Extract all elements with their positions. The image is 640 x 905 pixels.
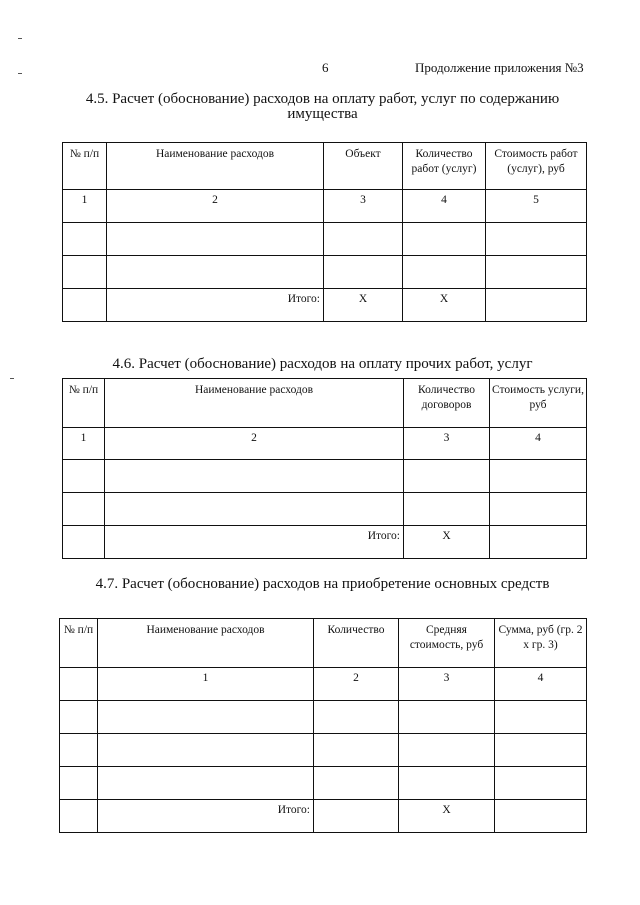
table-row bbox=[63, 223, 587, 256]
table-cell[interactable] bbox=[98, 767, 314, 800]
table-cell[interactable] bbox=[399, 767, 495, 800]
table-row bbox=[63, 493, 587, 526]
table-cell[interactable] bbox=[63, 256, 107, 289]
table-header-row bbox=[63, 143, 587, 190]
column-number-row bbox=[63, 428, 587, 460]
table-header-row bbox=[60, 619, 587, 668]
total-row bbox=[60, 800, 587, 833]
table-cell[interactable] bbox=[495, 734, 587, 767]
column-number-row bbox=[60, 668, 587, 701]
total-value[interactable] bbox=[486, 289, 587, 322]
column-header: Количество bbox=[314, 619, 399, 668]
column-number bbox=[60, 668, 98, 701]
table-4-6 bbox=[62, 378, 587, 559]
table-row bbox=[60, 734, 587, 767]
total-value: X bbox=[399, 800, 495, 833]
column-number: 3 bbox=[404, 428, 490, 460]
table-cell[interactable] bbox=[107, 256, 324, 289]
table-cell[interactable] bbox=[403, 256, 486, 289]
table-cell[interactable] bbox=[63, 460, 105, 493]
column-header: Наименование расходов bbox=[98, 619, 314, 668]
column-header: Средняя стоимость, руб bbox=[399, 619, 495, 668]
table-4-5 bbox=[62, 142, 587, 322]
table-row bbox=[60, 767, 587, 800]
table-cell[interactable] bbox=[98, 701, 314, 734]
column-header: Сумма, руб (гр. 2 х гр. 3) bbox=[495, 619, 587, 668]
table-cell[interactable] bbox=[404, 460, 490, 493]
table-cell[interactable] bbox=[399, 701, 495, 734]
page-number: 6 bbox=[322, 60, 329, 75]
section-4-5-title bbox=[60, 92, 585, 122]
table-cell[interactable] bbox=[495, 767, 587, 800]
table-cell[interactable] bbox=[314, 701, 399, 734]
column-number: 2 bbox=[105, 428, 404, 460]
table-cell[interactable] bbox=[63, 223, 107, 256]
column-header: Наименование расходов bbox=[105, 379, 404, 428]
total-label: Итого: bbox=[98, 800, 314, 833]
column-number: 1 bbox=[63, 190, 107, 223]
table-cell[interactable] bbox=[105, 493, 404, 526]
column-header: № п/п bbox=[63, 379, 105, 428]
table-cell[interactable] bbox=[404, 493, 490, 526]
table-cell bbox=[60, 800, 98, 833]
table-cell[interactable] bbox=[60, 767, 98, 800]
total-value: X bbox=[324, 289, 403, 322]
column-header: Объект bbox=[324, 143, 403, 190]
column-header: Количество договоров bbox=[404, 379, 490, 428]
table-cell bbox=[63, 289, 107, 322]
table-cell[interactable] bbox=[490, 460, 587, 493]
total-value bbox=[314, 800, 399, 833]
scan-mark bbox=[18, 73, 22, 74]
section-4-6-title: 4.6. Расчет (обоснование) расходов на оплату прочих работ, услуг bbox=[112, 356, 533, 372]
total-label: Итого: bbox=[107, 289, 324, 322]
table-cell[interactable] bbox=[60, 734, 98, 767]
total-row bbox=[63, 526, 587, 559]
total-value[interactable] bbox=[490, 526, 587, 559]
column-header: № п/п bbox=[60, 619, 98, 668]
table-cell[interactable] bbox=[314, 734, 399, 767]
table-row bbox=[63, 256, 587, 289]
column-number: 5 bbox=[486, 190, 587, 223]
table-cell[interactable] bbox=[314, 767, 399, 800]
column-number: 4 bbox=[403, 190, 486, 223]
column-number: 1 bbox=[63, 428, 105, 460]
total-value: X bbox=[404, 526, 490, 559]
total-value[interactable] bbox=[495, 800, 587, 833]
table-cell[interactable] bbox=[60, 701, 98, 734]
column-header: Наименование расходов bbox=[107, 143, 324, 190]
table-header-row bbox=[63, 379, 587, 428]
table-cell[interactable] bbox=[403, 223, 486, 256]
table-cell[interactable] bbox=[105, 460, 404, 493]
table-row bbox=[60, 701, 587, 734]
column-header: Количество работ (услуг) bbox=[403, 143, 486, 190]
scan-mark bbox=[18, 38, 22, 39]
column-number: 4 bbox=[490, 428, 587, 460]
section-4-5-title-line1: 4.5. Расчет (обоснование) расходов на оплату работ, услуг по содержанию bbox=[85, 91, 560, 107]
table-cell[interactable] bbox=[324, 223, 403, 256]
appendix-continuation: Продолжение приложения №3 bbox=[415, 60, 584, 75]
total-row bbox=[63, 289, 587, 322]
table-cell[interactable] bbox=[486, 256, 587, 289]
column-number: 2 bbox=[314, 668, 399, 701]
section-4-5-title-line2: имущества bbox=[287, 106, 358, 122]
column-header: Стоимость услуги, руб bbox=[490, 379, 587, 428]
column-number: 4 bbox=[495, 668, 587, 701]
table-cell[interactable] bbox=[399, 734, 495, 767]
table-row bbox=[63, 460, 587, 493]
total-value: X bbox=[403, 289, 486, 322]
column-number: 1 bbox=[98, 668, 314, 701]
table-cell[interactable] bbox=[63, 493, 105, 526]
column-number: 2 bbox=[107, 190, 324, 223]
table-cell[interactable] bbox=[107, 223, 324, 256]
total-label: Итого: bbox=[105, 526, 404, 559]
table-cell[interactable] bbox=[490, 493, 587, 526]
table-4-7 bbox=[59, 618, 587, 833]
table-cell[interactable] bbox=[324, 256, 403, 289]
table-cell[interactable] bbox=[495, 701, 587, 734]
scan-mark bbox=[10, 378, 14, 379]
table-cell[interactable] bbox=[98, 734, 314, 767]
section-4-7-title: 4.7. Расчет (обоснование) расходов на приобретение основных средств bbox=[95, 576, 550, 592]
column-number-row bbox=[63, 190, 587, 223]
table-cell[interactable] bbox=[486, 223, 587, 256]
column-number: 3 bbox=[324, 190, 403, 223]
column-header: Стоимость работ (услуг), руб bbox=[486, 143, 587, 190]
table-cell bbox=[63, 526, 105, 559]
column-header: № п/п bbox=[63, 143, 107, 190]
column-number: 3 bbox=[399, 668, 495, 701]
